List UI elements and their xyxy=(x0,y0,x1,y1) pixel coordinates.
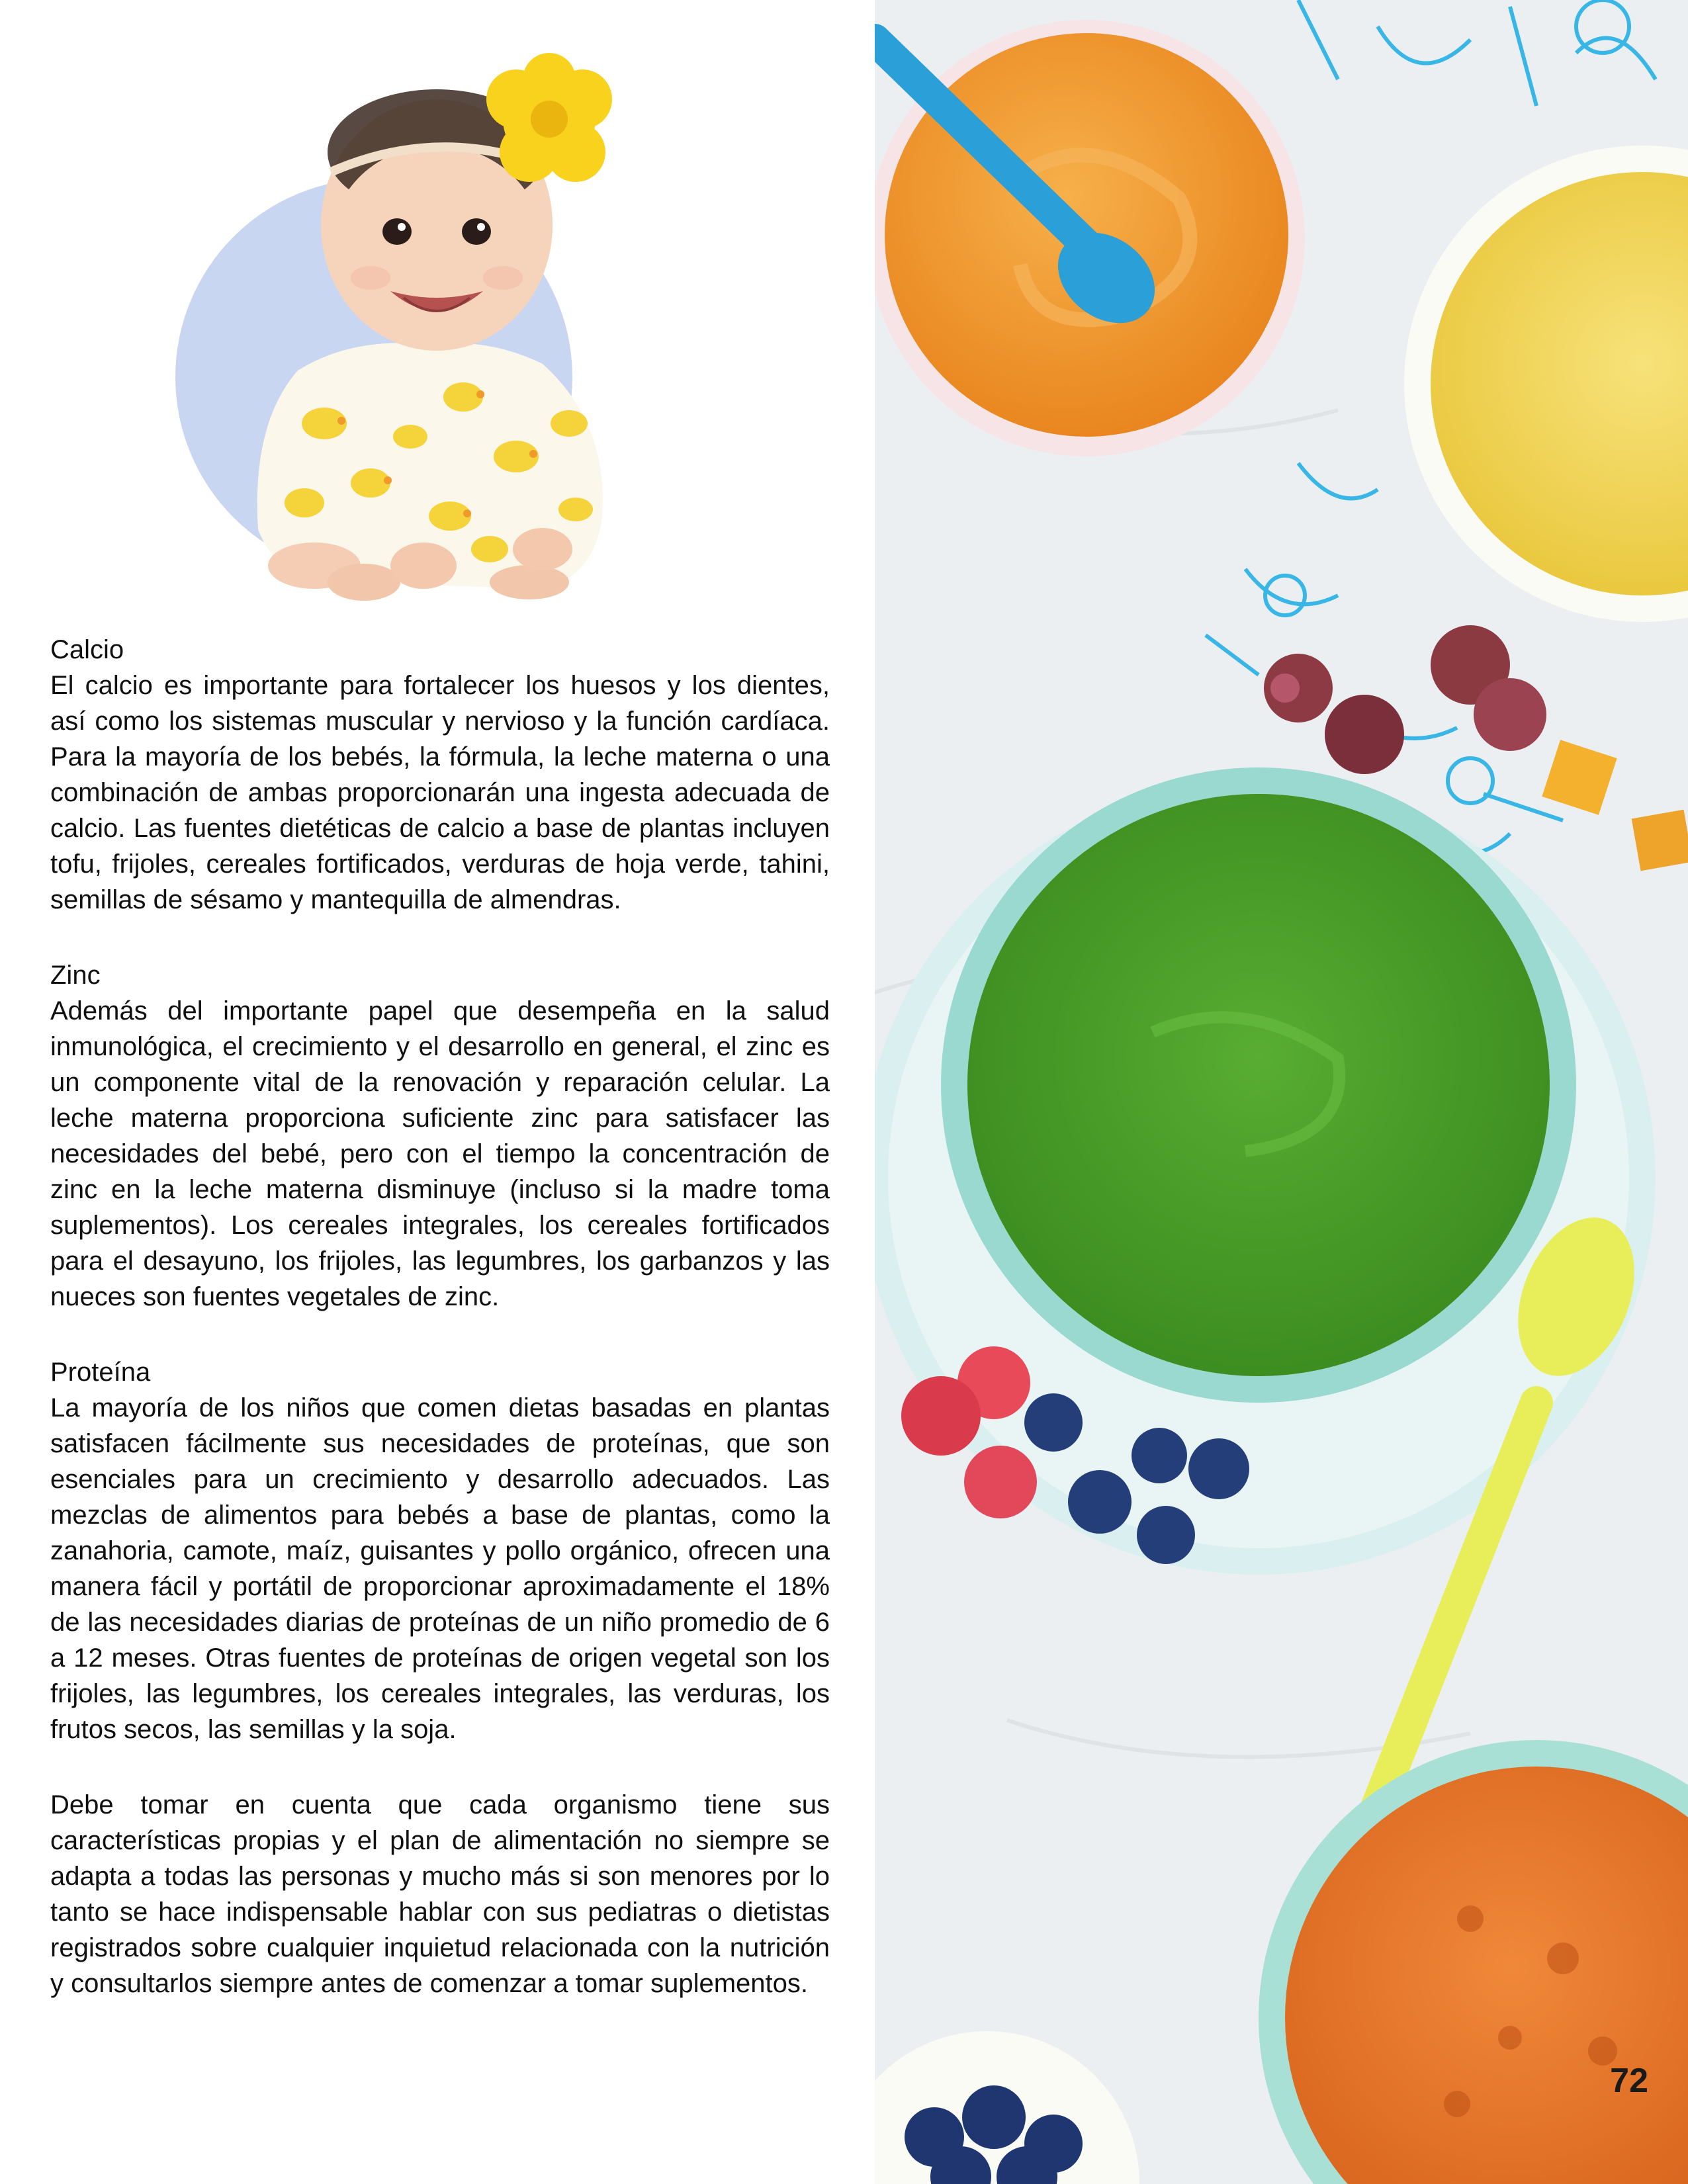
section-closing xyxy=(50,1787,830,2001)
closing-paragraph: Debe tomar en cuenta que cada organismo tiene sus características propias y el plan de alimentación no siempre se adapta a todas las personas y mucho más si son menores por lo tanto se hace indispensable hablar con sus pediatras o dietistas registrados sobre cualquier inquietud relacionada con la nutrición y consultarlos siempre antes de comenzar a tomar suplementos. xyxy=(50,1790,830,1998)
section-body: Además del importante papel que desempeña en la salud inmunológica, el crecimiento y el desarrollo en general, el zinc es un componente vital de la renovación y reparación celular. La leche materna proporciona suficiente zinc para satisfacer las necesidades del bebé, pero con el tiempo la concentración de zinc en la leche materna disminuye (incluso si la madre toma suplementos). Los cereales integrales, los cereales fortificados para el desayuno, los frijoles, las legumbres, los garbanzos y las nueces son fuentes vegetales de zinc. xyxy=(50,996,830,1311)
baby-photo xyxy=(172,26,662,609)
section-heading: Proteína xyxy=(50,1358,151,1387)
section-proteina xyxy=(50,1354,830,1747)
section-heading: Zinc xyxy=(50,961,101,990)
section-calcio xyxy=(50,632,830,918)
baby-food-illustration xyxy=(875,0,1688,2184)
baby-food-photo xyxy=(875,0,1688,2184)
section-body: La mayoría de los niños que comen dietas basadas en plantas satisfacen fácilmente sus necesidades de proteínas, que son esenciales para un crecimiento y desarrollo adecuados. Las mezclas de alimentos para bebés a base de plantas, como la zanahoria, camote, maíz, guisantes y pollo orgánico, ofrecen una manera fácil y portátil de proporcionar aproximadamente el 18% de las necesidades diarias de proteínas de un niño promedio de 6 a 12 meses. Otras fuentes de proteínas de origen vegetal son los frijoles, las legumbres, los cereales integrales, las verduras, los frutos secos, las semillas y la soja. xyxy=(50,1393,830,1744)
section-zinc xyxy=(50,957,830,1315)
page-number: 72 xyxy=(1610,2062,1648,2100)
article-text xyxy=(50,632,830,2041)
section-heading: Calcio xyxy=(50,635,124,664)
section-body: El calcio es importante para fortalecer los huesos y los dientes, así como los sistemas muscular y nervioso y la función cardíaca. Para la mayoría de los bebés, la fórmula, la leche materna o una combinación de ambas proporcionarán una ingesta adecuada de calcio. Las fuentes dietéticas de calcio a base de plantas incluyen tofu, frijoles, cereales fortificados, verduras de hoja verde, tahini, semillas de sésamo y mantequilla de almendras. xyxy=(50,671,830,914)
baby-illustration xyxy=(172,26,662,609)
